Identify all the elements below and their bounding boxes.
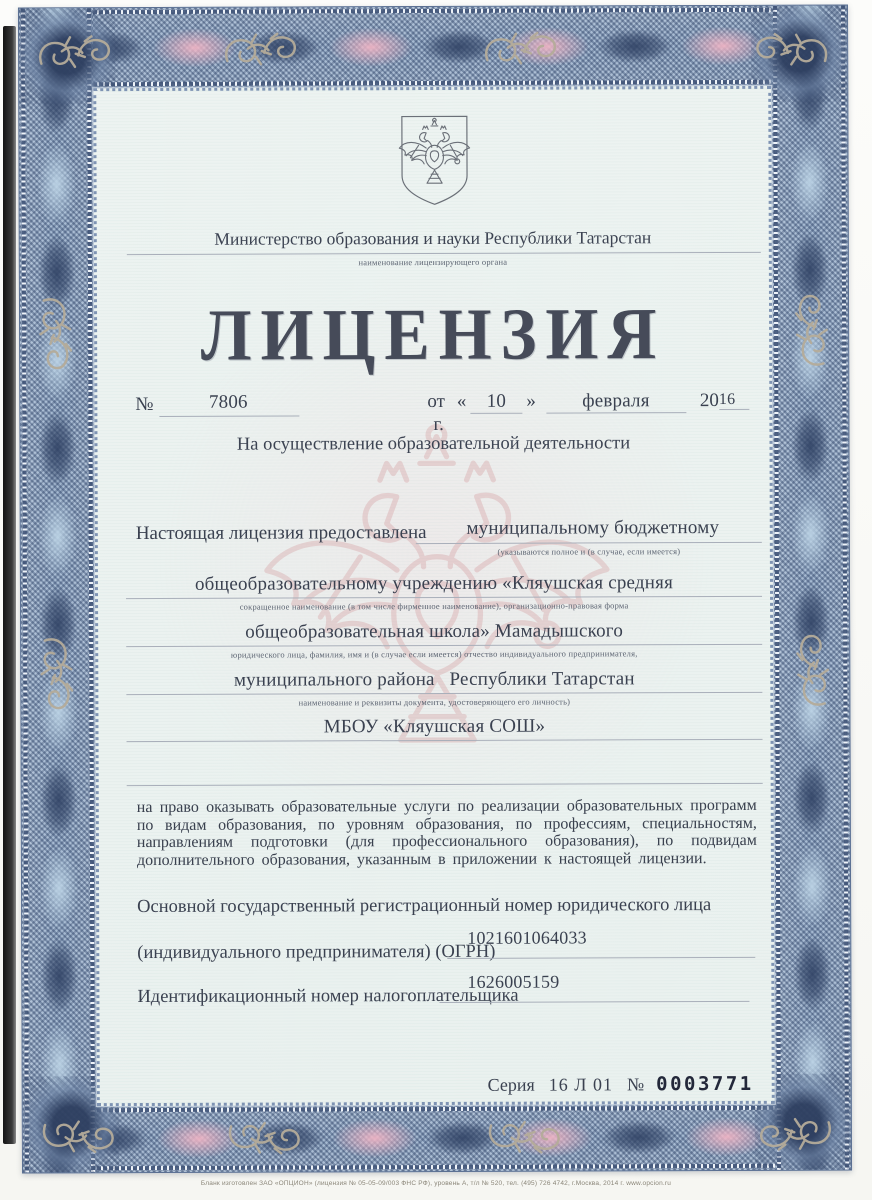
series-number-sign: № xyxy=(626,1074,645,1095)
grantee-lead-label: Настоящая лицензия предоставлена xyxy=(135,522,427,545)
close-quote: » xyxy=(526,390,536,412)
border-band-top xyxy=(19,6,847,89)
grantee-line4-caption: наименование и реквизиты документа, удостоверяющего его личность) xyxy=(298,696,571,708)
license-subtitle: На осуществление образовательной деятельности xyxy=(236,433,631,455)
ministry-name: Министерство образования и науки Республики Татарстан xyxy=(214,227,652,249)
ogrn-label-line2: (индивидуального предпринимателя) (ОГРН) xyxy=(137,941,496,964)
scanner-edge-shadow xyxy=(3,26,16,1144)
ministry-caption: наименование лицензирующего органа xyxy=(358,256,508,268)
ogrn-value: 1021601064033 xyxy=(467,927,587,948)
rule-line xyxy=(127,252,761,255)
document-body xyxy=(93,86,775,1106)
ogrn-label-line1: Основной государственный регистрационный номер юридического лица xyxy=(137,895,712,918)
border-band-bottom xyxy=(23,1104,851,1173)
grantee-line1-caption: (указываются полное и (в случае, если имеется) xyxy=(497,546,681,557)
license-certificate xyxy=(18,5,852,1174)
number-value: 7806 xyxy=(208,391,248,413)
grantee-line2-value: общеобразовательному учреждению «Кляушская средняя xyxy=(194,572,674,595)
border-band-left xyxy=(19,8,97,1172)
grantee-line5-value: МБОУ «Кляушская СОШ» xyxy=(323,715,546,738)
inn-value: 1626005159 xyxy=(467,971,560,992)
inn-label: Идентификационный номер налогоплательщика xyxy=(137,985,519,1008)
series-number: 0003771 xyxy=(656,1072,754,1096)
series-code: 16 Л 01 xyxy=(548,1074,613,1095)
number-label: № xyxy=(135,393,154,416)
date-year-suffix: г. xyxy=(433,413,444,436)
license-title: ЛИЦЕНЗИЯ xyxy=(200,292,666,376)
border-band-right xyxy=(771,6,851,1170)
grantee-line2-caption: сокращенное наименование (в том числе фирменное наименование), организационно-правовая форма xyxy=(239,600,629,612)
date-row xyxy=(427,390,761,436)
date-year: 16 xyxy=(719,391,749,410)
printer-imprint: Бланк изготовлен ЗАО «ОПЦИОН» (лицензия № 05-05-09/003 ФНС РФ), уровень А, т/л № 520, тел. (495) 726 4742, г.Москва, 2014 г. www.opcion.ru xyxy=(200,1180,672,1187)
date-from-label: от xyxy=(427,390,445,413)
date-century: 20 xyxy=(699,390,719,412)
date-day: 10 xyxy=(470,391,522,414)
rights-paragraph: на право оказывать образовательные услуги по реализации образовательных программ по видам образования, по уровням образования, по профессиям, специальностям, направлениям подготовки (для профессионального образования), по подвидам дополнительного образования, указанным в приложении к настоящей лицензии. xyxy=(136,796,757,869)
grantee-line3-caption: юридического лица, фамилия, имя и (в случае если имеется) отчество индивидуального предпринимателя, xyxy=(230,648,638,660)
series-label: Серия xyxy=(487,1074,535,1095)
date-month: февраля xyxy=(546,390,686,413)
russian-coat-of-arms-icon xyxy=(384,112,484,208)
grantee-line3-value: общеобразовательная школа» Мамадышского xyxy=(245,620,624,643)
open-quote: « xyxy=(456,390,467,412)
series-row xyxy=(488,1073,754,1096)
grantee-line1-value: муниципальному бюджетному xyxy=(466,517,720,539)
rule-line xyxy=(447,957,755,959)
grantee-line4-value: муниципального района Республики Татарстан xyxy=(233,668,635,691)
rule-line xyxy=(439,1001,749,1003)
